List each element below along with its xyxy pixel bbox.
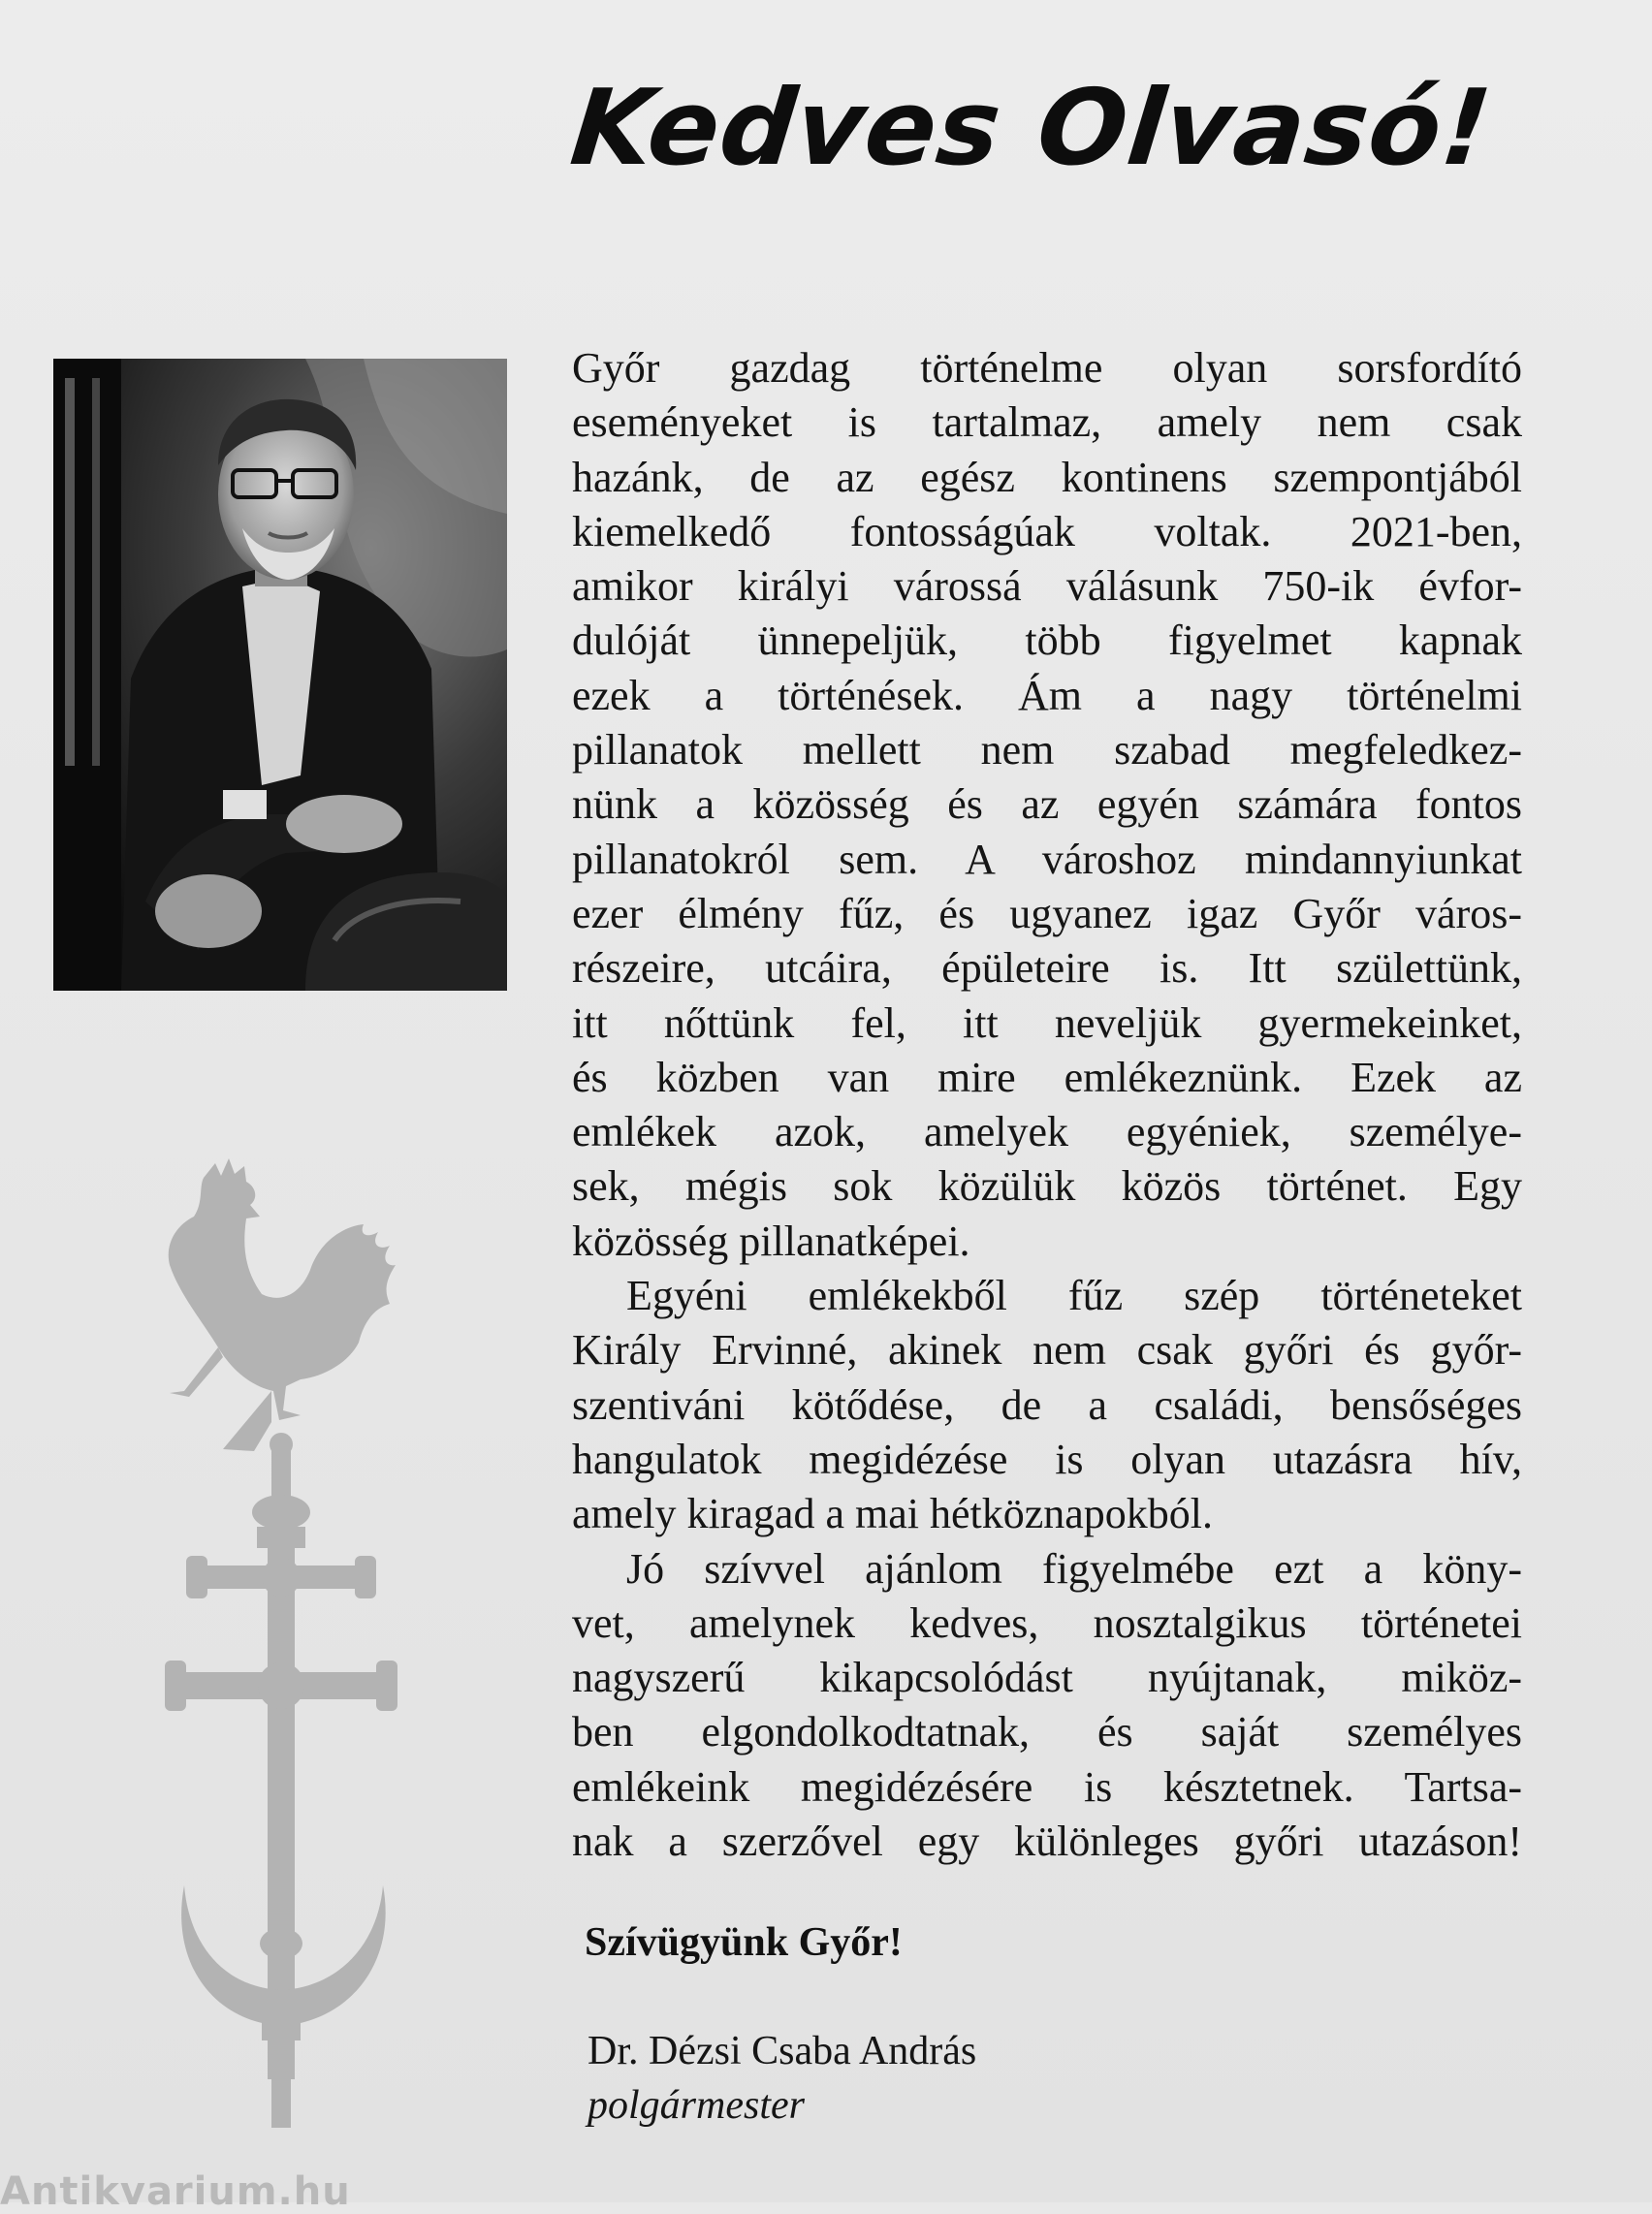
text-line: itt nőttünk fel, itt neveljük gyermekeinket, [572,998,1522,1047]
text-line: pillanatok mellett nem szabad megfeledkez- [572,726,1522,775]
paragraph-3 [572,1542,1522,1870]
text-line: ezer élmény fűz, és ugyanez igaz Győr város- [572,889,1522,937]
text-line: szentiváni kötődése, de a családi, bensőséges [572,1380,1522,1429]
paragraph-1 [572,341,1522,1215]
text-line: eseményeket is tartalmaz, amely nem csak [572,398,1522,447]
text-line: ezek a történések. Ám a nagy történelmi [572,671,1522,719]
text-line: dulóját ünnepeljük, több figyelmet kapnak [572,617,1522,665]
text-line: emlékek azok, amelyek egyéniek, személye- [572,1108,1522,1156]
rooster-cross-emblem [165,1149,407,2128]
text-line: kiemelkedő fontosságúak voltak. 2021-ben, [572,507,1522,555]
text-line: közösség pillanatképei. [572,1217,970,1265]
paragraph-2 [572,1269,1522,1487]
text-line: amely kiragad a mai hétköznapokból. [572,1490,1213,1538]
text-line: emlékeink megidézésére is késztetnek. Tartsa- [572,1762,1522,1811]
text-line: nagyszerű kikapcsolódást nyújtanak, miköz- [572,1654,1522,1702]
watermark: Antikvarium.hu [0,2169,351,2214]
text-line: vet, amelynek kedves, nosztalgikus történetei [572,1598,1522,1647]
signatory-name: Dr. Dézsi Csaba András [588,2029,977,2073]
signatory-role: polgármester [588,2083,805,2128]
text-line: hangulatok megidézése is olyan utazásra hív, [572,1435,1522,1483]
text-line: nak a szerzővel egy különleges győri utazáson! [572,1818,1522,1866]
text-line: és közben van mire emlékeznünk. Ezek az [572,1053,1522,1101]
text-line: Király Ervinné, akinek nem csak győri és győr- [572,1326,1522,1375]
page-title: Kedves Olvasó! [565,68,1498,189]
rooster-weathervane-icon [165,1149,407,2128]
text-line: részeire, utcáira, épületeire is. Itt születtünk, [572,944,1522,993]
text-line: Győr gazdag történelme olyan sorsfordító [572,344,1522,392]
text-line: hazánk, de az egész kontinens szempontjából [572,453,1522,501]
body-text [572,341,1522,1869]
text-line: sek, mégis sok közülük közös történet. Egy [572,1162,1522,1211]
text-line: Egyéni emlékekből fűz szép történeteket [626,1272,1522,1320]
text-line: amikor királyi várossá válásunk 750-ik évfor- [572,562,1522,611]
text-line: Jó szívvel ajánlom figyelmébe ezt a köny- [626,1544,1522,1593]
text-line: ben elgondolkodtatnak, és saját személyes [572,1708,1522,1756]
text-line: nünk a közösség és az egyén számára fontos [572,780,1522,829]
text-line: pillanatokról sem. A városhoz mindannyiunkat [572,835,1522,883]
portrait-photo [53,359,507,991]
portrait-illustration [53,359,507,991]
paragraph-1-end [572,1215,1522,1269]
paragraph-2-end [572,1487,1522,1541]
signature-block [588,2024,976,2133]
closing-line: Szívügyünk Győr! [585,1920,903,1965]
